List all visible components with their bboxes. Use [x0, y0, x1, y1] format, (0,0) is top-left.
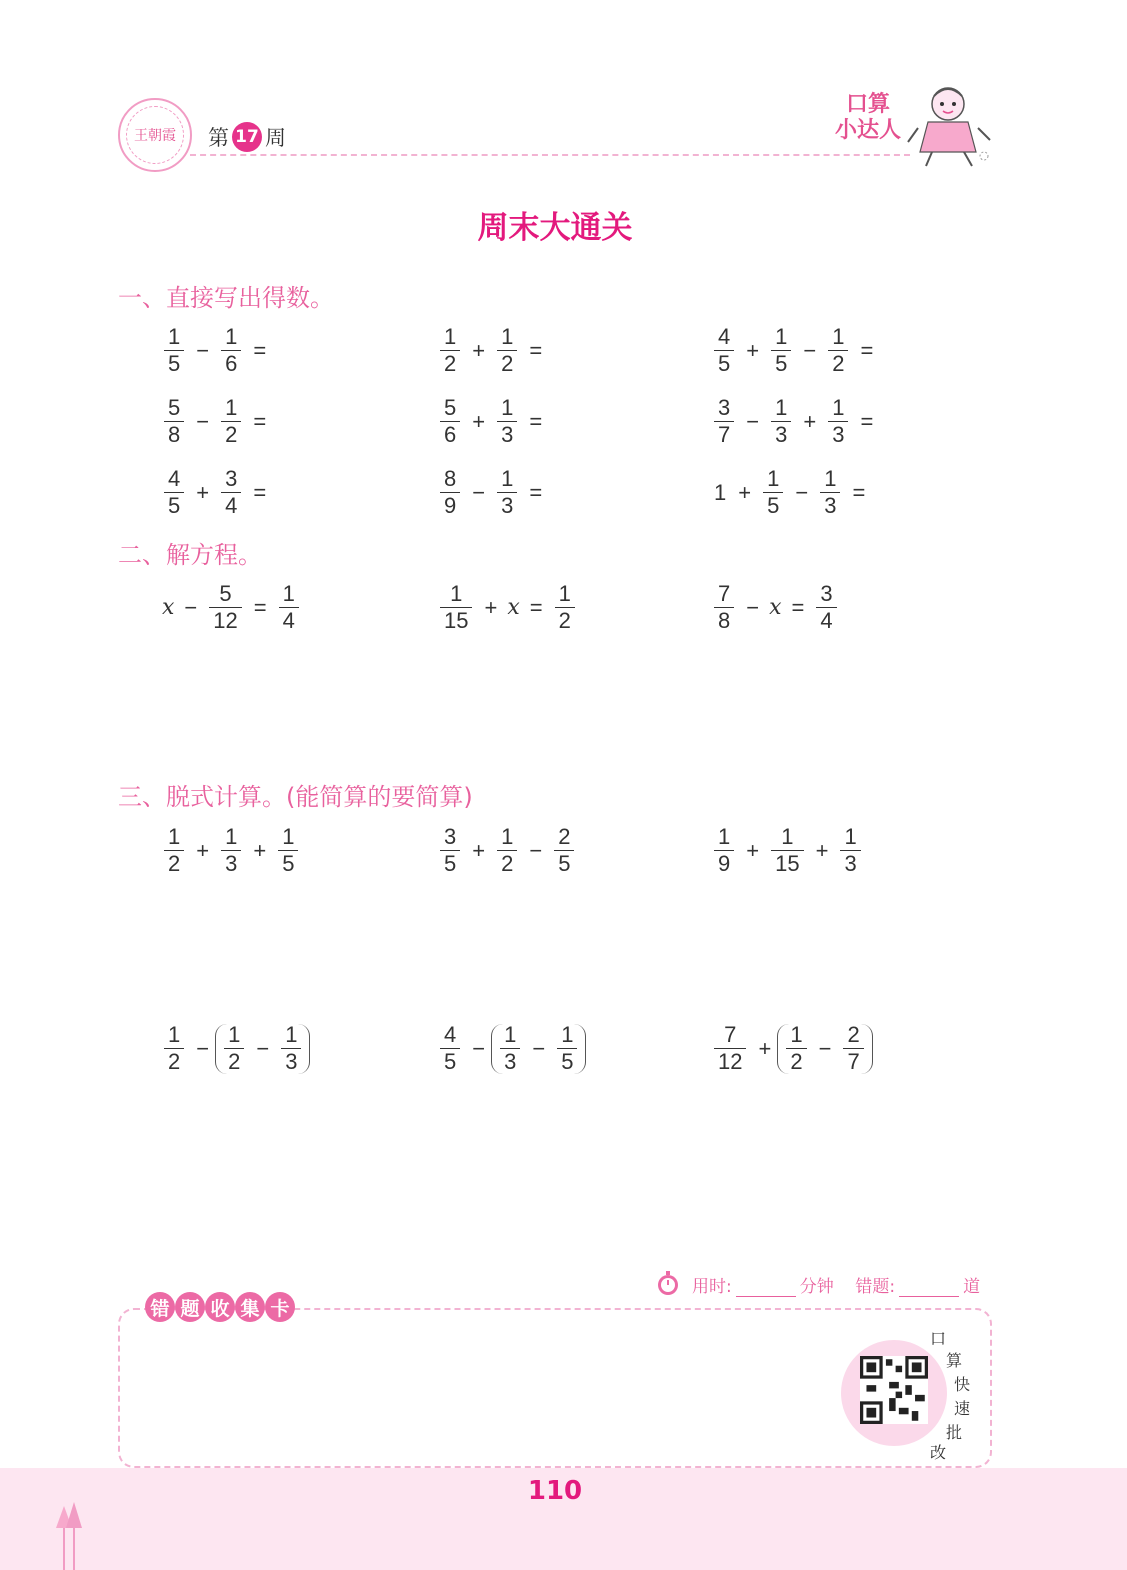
- card-title-char: 收: [205, 1292, 235, 1322]
- denominator: 2: [164, 850, 184, 877]
- operator: −: [746, 408, 760, 434]
- fraction: [279, 581, 299, 634]
- denominator: 2: [224, 1048, 244, 1075]
- week-prefix: 第: [208, 126, 229, 150]
- fraction: [440, 1022, 460, 1075]
- denominator: 3: [500, 1048, 520, 1075]
- numerator: 2: [847, 1022, 860, 1047]
- denominator: 5: [557, 1048, 577, 1075]
- denominator: 2: [164, 1048, 184, 1075]
- numerator: 3: [225, 466, 238, 491]
- fraction: [440, 395, 460, 448]
- numerator: 1: [504, 1022, 517, 1047]
- operator: =: [852, 479, 866, 505]
- week-suffix: 周: [265, 126, 286, 150]
- fraction: [554, 824, 574, 877]
- operator: +: [738, 479, 752, 505]
- denominator: 3: [820, 492, 840, 519]
- brand-line2: 小达人: [834, 118, 901, 143]
- fraction: [164, 824, 184, 877]
- fraction: [763, 466, 783, 519]
- error-label: 错题:: [855, 1277, 896, 1297]
- card-title-char: 题: [175, 1292, 205, 1322]
- denominator: 15: [771, 850, 803, 877]
- numerator: 1: [501, 395, 514, 420]
- operator: −: [196, 337, 210, 363]
- denominator: 3: [828, 421, 848, 448]
- operator: +: [196, 479, 210, 505]
- denominator: 9: [440, 492, 460, 519]
- fraction: [840, 824, 860, 877]
- fraction: [224, 1022, 244, 1075]
- numerator: 1: [225, 395, 238, 420]
- denominator: 7: [714, 421, 734, 448]
- operator: =: [253, 408, 267, 434]
- operator: −: [529, 837, 543, 863]
- operator: −: [256, 1035, 270, 1061]
- brand-logo: [832, 92, 904, 144]
- fraction: [281, 1022, 301, 1075]
- operator: +: [484, 594, 498, 620]
- numerator: 1: [225, 824, 238, 849]
- error-unit: 道: [963, 1277, 981, 1297]
- denominator: 4: [221, 492, 241, 519]
- numerator: 1: [168, 824, 181, 849]
- numerator: 1: [767, 466, 780, 491]
- denominator: 15: [440, 607, 472, 634]
- qr-label-char: 改: [930, 1443, 947, 1462]
- fraction: [771, 324, 791, 377]
- time-blank[interactable]: [736, 1296, 796, 1297]
- numerator: 1: [844, 824, 857, 849]
- numerator: 1: [781, 824, 794, 849]
- parenthesis-group: [215, 1024, 310, 1074]
- number: 1: [714, 479, 727, 505]
- denominator: 2: [497, 850, 517, 877]
- operator: +: [253, 837, 267, 863]
- section1-heading: 一、直接写出得数。: [118, 284, 334, 312]
- time-error-record: [692, 1272, 980, 1297]
- variable: x: [162, 595, 175, 620]
- operator: −: [184, 594, 198, 620]
- denominator: 3: [281, 1048, 301, 1075]
- arrow-decoration-icon: [52, 1500, 92, 1570]
- fraction: [164, 1022, 184, 1075]
- fraction: [440, 324, 460, 377]
- section2-heading: 二、解方程。: [118, 541, 262, 569]
- fraction: [497, 324, 517, 377]
- denominator: 3: [497, 421, 517, 448]
- numerator: 1: [775, 324, 788, 349]
- numerator: 1: [561, 1022, 574, 1047]
- denominator: 5: [763, 492, 783, 519]
- math-problem: [434, 1022, 586, 1075]
- time-label: 用时:: [692, 1277, 732, 1297]
- operator: −: [472, 1035, 486, 1061]
- operator: =: [529, 337, 543, 363]
- operator: +: [815, 837, 829, 863]
- card-title: [145, 1292, 295, 1322]
- math-problem: [434, 466, 548, 519]
- math-problem: [158, 395, 272, 448]
- operator: −: [196, 408, 210, 434]
- fraction: [500, 1022, 520, 1075]
- week-number-badge: 17: [232, 122, 262, 152]
- denominator: 9: [714, 850, 734, 877]
- denominator: 3: [221, 850, 241, 877]
- math-problem: [708, 466, 871, 519]
- header-divider: [190, 154, 910, 156]
- numerator: 7: [724, 1022, 737, 1047]
- numerator: 5: [168, 395, 181, 420]
- math-problem: [158, 824, 304, 877]
- operator: +: [196, 837, 210, 863]
- time-unit: 分钟: [799, 1277, 834, 1297]
- numerator: 1: [168, 1022, 181, 1047]
- page-number: 110: [527, 1476, 583, 1506]
- parenthesis-group: [491, 1024, 586, 1074]
- numerator: 1: [790, 1022, 803, 1047]
- fraction: [440, 824, 460, 877]
- math-problem: [434, 395, 548, 448]
- numerator: 1: [168, 324, 181, 349]
- denominator: 4: [816, 607, 836, 634]
- brand-line1: 口算: [845, 92, 890, 117]
- fraction: [820, 466, 840, 519]
- operator: −: [196, 1035, 210, 1061]
- fraction: [714, 324, 734, 377]
- denominator: 3: [840, 850, 860, 877]
- operator: −: [746, 594, 760, 620]
- operator: −: [818, 1035, 832, 1061]
- fraction: [828, 395, 848, 448]
- operator: +: [758, 1035, 772, 1061]
- operator: =: [860, 337, 874, 363]
- operator: −: [803, 337, 817, 363]
- math-problem: [708, 395, 879, 448]
- math-problem: [434, 324, 548, 377]
- fraction: [278, 824, 298, 877]
- logo-text: 王朝霞: [126, 106, 184, 164]
- fraction: [164, 466, 184, 519]
- fraction: [221, 824, 241, 877]
- qr-label-char: 速: [954, 1399, 971, 1418]
- operator: =: [791, 594, 805, 620]
- fraction: [843, 1022, 863, 1075]
- numerator: 1: [282, 824, 295, 849]
- numerator: 3: [444, 824, 457, 849]
- denominator: 5: [164, 350, 184, 377]
- section3-heading: 三、脱式计算。(能简算的要简算): [118, 783, 473, 811]
- operator: −: [472, 479, 486, 505]
- denominator: 12: [209, 607, 241, 634]
- numerator: 3: [820, 581, 833, 606]
- numerator: 1: [824, 466, 837, 491]
- fraction: [221, 466, 241, 519]
- numerator: 8: [444, 466, 457, 491]
- operator: −: [795, 479, 809, 505]
- fraction: [221, 324, 241, 377]
- fraction: [497, 466, 517, 519]
- operator: +: [803, 408, 817, 434]
- numerator: 1: [832, 395, 845, 420]
- math-problem: [708, 324, 879, 377]
- qr-code-icon[interactable]: [860, 1356, 928, 1424]
- denominator: 2: [786, 1048, 806, 1075]
- fraction: [714, 824, 734, 877]
- parenthesis-group: [777, 1024, 872, 1074]
- numerator: 1: [450, 581, 463, 606]
- operator: +: [746, 837, 760, 863]
- denominator: 8: [714, 607, 734, 634]
- fraction: [209, 581, 241, 634]
- denominator: 5: [554, 850, 574, 877]
- page-title: 周末大通关: [477, 210, 633, 246]
- operator: =: [253, 594, 267, 620]
- numerator: 1: [501, 824, 514, 849]
- operator: −: [532, 1035, 546, 1061]
- operator: =: [253, 337, 267, 363]
- numerator: 1: [558, 581, 571, 606]
- fraction: [714, 581, 734, 634]
- math-problem: [708, 824, 867, 877]
- numerator: 1: [501, 324, 514, 349]
- numerator: 4: [168, 466, 181, 491]
- numerator: 5: [444, 395, 457, 420]
- variable: x: [769, 595, 782, 620]
- fraction: [771, 395, 791, 448]
- operator: +: [746, 337, 760, 363]
- stopwatch-icon: [655, 1270, 681, 1296]
- numerator: 1: [282, 581, 295, 606]
- numerator: 1: [444, 324, 457, 349]
- math-problem: [158, 581, 305, 634]
- numerator: 3: [718, 395, 731, 420]
- fraction: [771, 824, 803, 877]
- math-problem: [158, 324, 272, 377]
- denominator: 2: [440, 350, 460, 377]
- numerator: 1: [775, 395, 788, 420]
- math-problem: [434, 581, 581, 634]
- denominator: 3: [497, 492, 517, 519]
- fraction: [497, 395, 517, 448]
- denominator: 3: [771, 421, 791, 448]
- card-title-char: 集: [235, 1292, 265, 1322]
- denominator: 4: [279, 607, 299, 634]
- fraction: [714, 395, 734, 448]
- denominator: 5: [771, 350, 791, 377]
- numerator: 4: [444, 1022, 457, 1047]
- card-title-char: 错: [145, 1292, 175, 1322]
- operator: =: [253, 479, 267, 505]
- logo: [118, 98, 192, 172]
- denominator: 8: [164, 421, 184, 448]
- operator: +: [472, 408, 486, 434]
- denominator: 12: [714, 1048, 746, 1075]
- error-blank[interactable]: [899, 1296, 959, 1297]
- fraction: [497, 824, 517, 877]
- variable: x: [507, 595, 520, 620]
- denominator: 5: [440, 850, 460, 877]
- operator: +: [472, 337, 486, 363]
- math-problem: [708, 581, 843, 634]
- numerator: 1: [501, 466, 514, 491]
- fraction: [816, 581, 836, 634]
- week-label: [208, 122, 286, 152]
- denominator: 2: [221, 421, 241, 448]
- numerator: 1: [285, 1022, 298, 1047]
- denominator: 2: [497, 350, 517, 377]
- numerator: 1: [228, 1022, 241, 1047]
- math-problem: [158, 466, 272, 519]
- operator: =: [529, 408, 543, 434]
- numerator: 1: [718, 824, 731, 849]
- fraction: [555, 581, 575, 634]
- fraction: [440, 466, 460, 519]
- numerator: 4: [718, 324, 731, 349]
- denominator: 7: [843, 1048, 863, 1075]
- qr-label-char: 算: [946, 1351, 963, 1370]
- fraction: [786, 1022, 806, 1075]
- math-problem: [708, 1022, 873, 1075]
- numerator: 7: [718, 581, 731, 606]
- numerator: 1: [225, 324, 238, 349]
- numerator: 1: [832, 324, 845, 349]
- denominator: 2: [555, 607, 575, 634]
- denominator: 5: [714, 350, 734, 377]
- denominator: 6: [221, 350, 241, 377]
- fraction: [164, 395, 184, 448]
- qr-label-char: 口: [930, 1329, 947, 1348]
- fraction: [440, 581, 472, 634]
- math-problem: [158, 1022, 310, 1075]
- qr-label-char: 快: [954, 1375, 971, 1394]
- fraction: [828, 324, 848, 377]
- denominator: 6: [440, 421, 460, 448]
- operator: =: [529, 479, 543, 505]
- mascot-icon: [904, 82, 1000, 168]
- math-problem: [434, 824, 580, 877]
- denominator: 5: [440, 1048, 460, 1075]
- denominator: 5: [278, 850, 298, 877]
- denominator: 5: [164, 492, 184, 519]
- fraction: [557, 1022, 577, 1075]
- qr-label-char: 批: [946, 1423, 963, 1442]
- fraction: [221, 395, 241, 448]
- fraction: [714, 1022, 746, 1075]
- numerator: 2: [558, 824, 571, 849]
- fraction: [164, 324, 184, 377]
- operator: +: [472, 837, 486, 863]
- operator: =: [860, 408, 874, 434]
- card-title-char: 卡: [265, 1292, 295, 1322]
- numerator: 5: [219, 581, 232, 606]
- operator: =: [529, 594, 543, 620]
- denominator: 2: [828, 350, 848, 377]
